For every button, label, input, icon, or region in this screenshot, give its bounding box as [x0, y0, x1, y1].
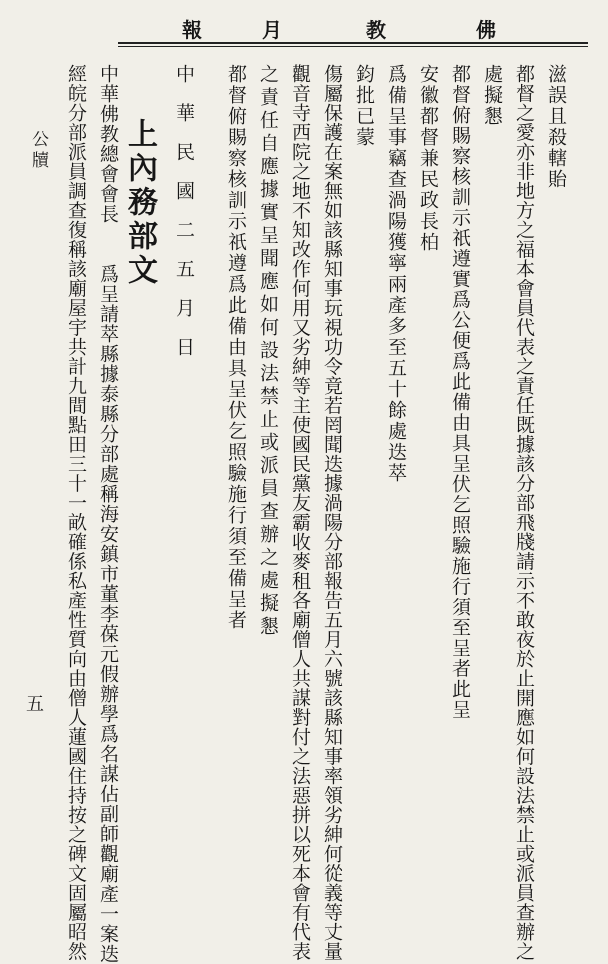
text-column-8: 傷屬保護在案無如該縣知事玩視功令竟若罔聞迭據渦陽分部報告五月六號該縣知事率領劣紳何從義等丈量: [321, 64, 343, 961]
text-column-9: 觀音寺西院之地不知改作何用又劣紳等主使國民黨友霸收麥租各廟僧人共謀對付之法惡拼以死本會有代表: [289, 64, 311, 961]
header-char-3: 月: [262, 18, 284, 42]
page-number: 五: [26, 694, 44, 715]
document-heading: 上內務部文: [122, 118, 157, 288]
date-line: 中華民國二五月日: [173, 64, 195, 376]
margin-note: 公牘: [28, 130, 48, 172]
header-rule: [118, 42, 588, 44]
text-column-1: 滋誤且殺轄貽: [545, 64, 567, 190]
text-column-3: 處擬懇: [481, 64, 503, 127]
text-column-4: 都督俯賜察核訓示祇遵實爲公便爲此備由具呈伏乞照驗施行須至呈者此呈: [449, 64, 471, 720]
text-column-11: 都督俯賜察核訓示祇遵爲此備由具呈伏乞照驗施行須至備呈者: [225, 64, 247, 631]
header-rule-thin: [118, 46, 588, 47]
text-column-13: 經皖分部派員調查復稱該廟屋宇共計九間點田三十一畝確係私產性質向由僧人蓮國住持按之碑文固屬昭然: [65, 64, 87, 961]
text-column-6: 爲備呈事竊查渦陽獲寧兩產多至五十餘處迭萃: [385, 64, 407, 484]
header-char-1: 佛: [476, 18, 498, 42]
header-char-4: 報: [182, 18, 204, 42]
text-column-7: 鈞批已蒙: [353, 64, 375, 148]
text-column-10: 之責任自應據實呈聞應如何設法禁止或派員查辦之處擬懇: [257, 64, 279, 639]
header-char-2: 教: [366, 18, 388, 42]
text-column-2: 都督之愛亦非地方之福本會員代表之責任既據該分部飛牋請示不敢夜於止開應如何設法禁止或派員查辦之: [513, 64, 535, 961]
text-column-5: 安徽都督兼民政長柏: [417, 64, 439, 253]
text-column-12: 中華佛教總會會長 爲呈請萃縣據泰縣分部處稱海安鎮市董李葆元假辦學爲名謀佔副師觀廟產一案迭: [97, 64, 119, 964]
